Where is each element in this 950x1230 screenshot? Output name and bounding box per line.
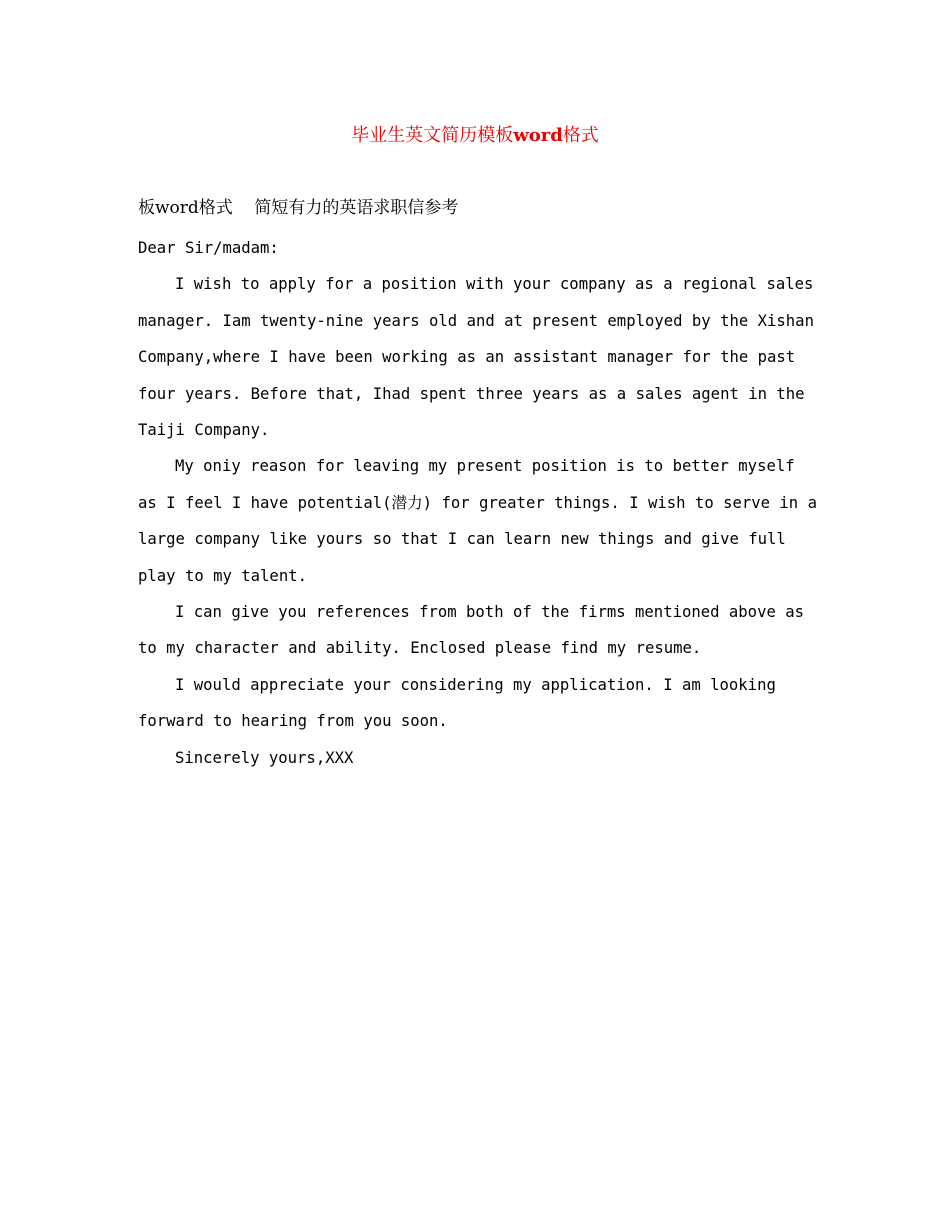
- paragraph-2: My oniy reason for leaving my present position is to better myself as I feel I have potential(潜力) for greater things. I wish to serve in a large company like yours so that I can learn new things and give full play to my talent.: [138, 457, 817, 585]
- title-text-after: 格式: [562, 125, 599, 146]
- title-text-bold: word: [513, 125, 563, 146]
- letter-body: [138, 230, 818, 776]
- document-title: [0, 122, 950, 150]
- closing: Sincerely yours,XXX: [175, 748, 354, 767]
- title-text-before: 毕业生英文简历模板: [351, 125, 514, 146]
- paragraph-4: I would appreciate your considering my application. I am looking forward to hearing from you soon.: [138, 675, 776, 731]
- paragraph-3: I can give you references from both of the firms mentioned above as to my character and ability. Enclosed please find my resume.: [138, 603, 805, 658]
- paragraph-1: I wish to apply for a position with your company as a regional sales manager. Iam twenty-nine years old and at present employed by the Xishan Company,where I have been working as an assistant manager for the past four years. Before that, Ihad spent three years as a sales agent in the Taiji Company.: [138, 275, 814, 440]
- document-subtitle: 板word格式 简短有力的英语求职信参考: [138, 198, 459, 218]
- salutation: Dear Sir/madam:: [138, 239, 279, 257]
